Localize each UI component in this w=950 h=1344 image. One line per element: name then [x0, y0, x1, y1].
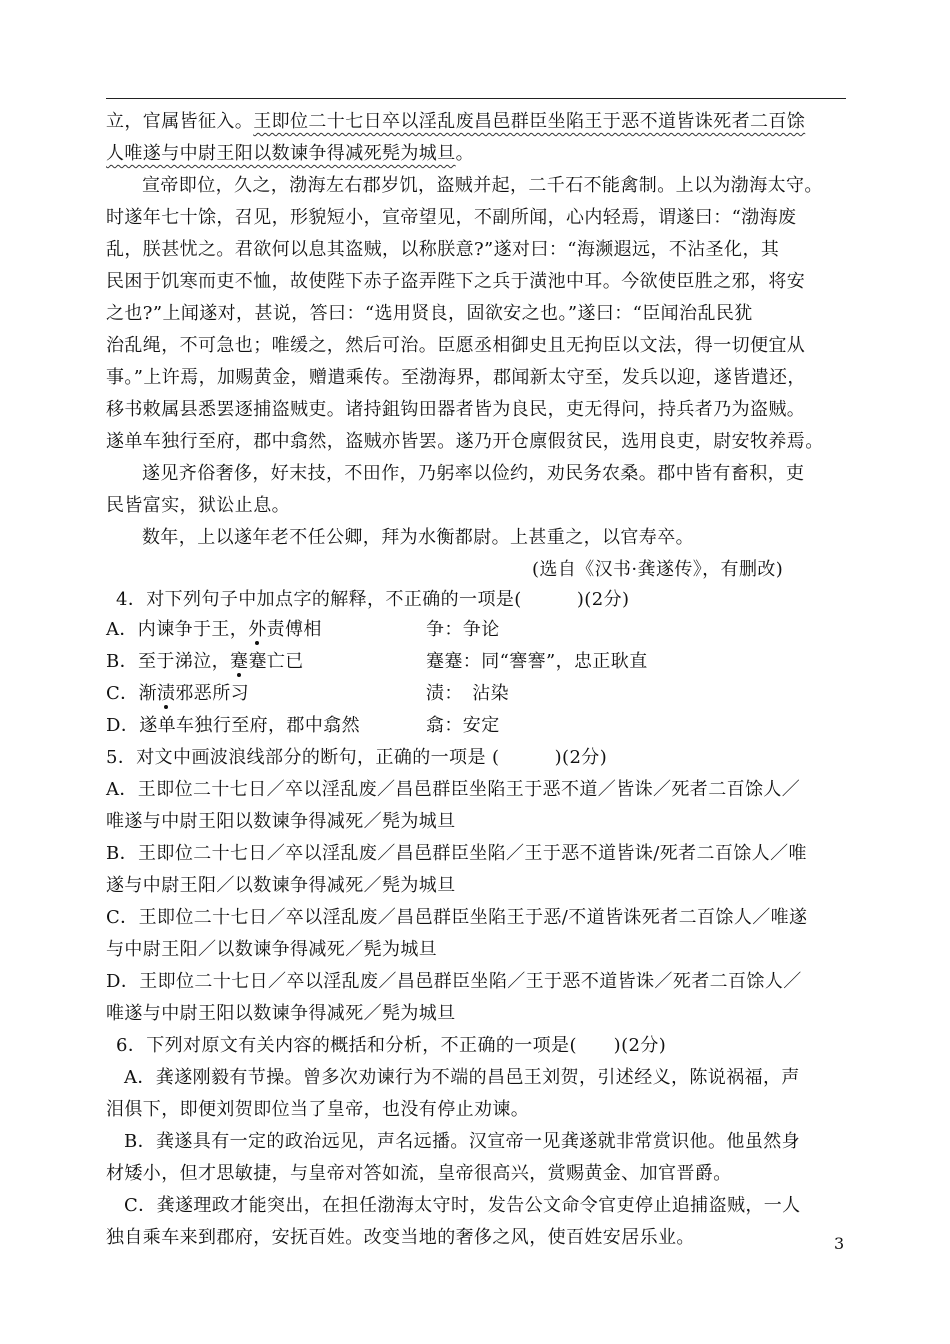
passage-p4-line: 数年，上以遂年老不任公卿，拜为水衡都尉。上甚重之，以官寿卒。 [142, 527, 694, 548]
option-text: C．渐 [106, 683, 157, 704]
q6-option-line: B．龚遂具有一定的政治远见，声名远播。汉宣帝一见龚遂就非常赏识他。他虽然身 [124, 1131, 801, 1152]
passage-p2-line: 时遂年七十馀，召见，形貌短小，宣帝望见，不副所闻，心内轻焉，谓遂曰：“渤海废 [106, 207, 797, 228]
question-4-stem: 4．对下列句子中加点字的解释，不正确的一项是( )(2分) [116, 589, 630, 610]
question-5-stem: 5．对文中画波浪线部分的断句，正确的一项是 ( )(2分) [106, 747, 608, 768]
passage-p2-line: 事。”上许焉，加赐黄金，赠遣乘传。至渤海界，郡闻新太守至，发兵以迎，遂皆遣还， [106, 367, 806, 388]
wavy-underlined-text: 人唯遂与中尉王阳以数谏争得减死髡为城旦 [106, 143, 456, 164]
option-text: 蹇亡已 [248, 651, 304, 672]
option-text: B．至于涕泣， [106, 651, 231, 672]
emphasis-dot-char: 外 [248, 619, 267, 640]
q4-gloss-a: 争：争论 [426, 619, 500, 640]
passage-p2-line: 之也?”上闻遂对，甚说，答曰：“选用贤良，固欲安之也。”遂曰：“臣闻治乱民犹 [106, 303, 753, 324]
q6-option-line: 材矮小，但才思敏捷，与皇帝对答如流，皇帝很高兴，赏赐黄金、加官晋爵。 [106, 1163, 732, 1184]
header-rule [106, 98, 846, 99]
q5-option-line: 唯遂与中尉王阳以数谏争得减死／髡为城旦 [106, 811, 456, 832]
passage-line-1 [106, 110, 805, 134]
passage-p2-line: 宣帝即位，久之，渤海左右郡岁饥，盗贼并起，二千石不能禽制。上以为渤海太守。 [142, 175, 823, 196]
q4-gloss-d: 翕：安定 [426, 715, 500, 736]
emphasis-dot-char: 渍 [156, 683, 176, 704]
q5-option-line: D．王即位二十七日／卒以淫乱废／昌邑群臣坐陷／王于恶不道皆诛／死者二百馀人／ [106, 971, 802, 992]
passage-line-2 [106, 142, 474, 166]
q5-option-line: 与中尉王阳／以数谏争得减死／髡为城旦 [106, 939, 438, 960]
passage-text: 。 [455, 143, 475, 164]
q4-option-c [106, 682, 249, 706]
passage-text: 立，官属皆征入。 [106, 111, 254, 132]
wavy-underlined-text: 王即位二十七日卒以淫乱废昌邑群臣坐陷王于恶不道皆诛死者二百馀 [253, 111, 806, 132]
q4-option-d: D．遂单车独行至府，郡中翕然 [106, 715, 361, 736]
passage-p2-line: 遂单车独行至府，郡中翕然，盗贼亦皆罢。遂乃开仓廪假贫民，选用良吏，尉安牧养焉。 [106, 431, 824, 452]
passage-p2-line: 移书敕属县悉罢逐捕盗贼吏。诸持鉏钩田器者皆为良民，吏无得问，持兵者乃为盗贼。 [106, 399, 806, 420]
question-6-stem: 6．下列对原文有关内容的概括和分析，不正确的一项是( )(2分) [116, 1035, 667, 1056]
q5-option-line: 唯遂与中尉王阳以数谏争得减死／髡为城旦 [106, 1003, 456, 1024]
option-text: A．内谏争于王， [106, 619, 249, 640]
page-number: 3 [834, 1234, 845, 1253]
passage-p2-line: 民困于饥寒而吏不恤，故使陛下赤子盗弄陛下之兵于潢池中耳。今欲使臣胜之邪，将安 [106, 271, 806, 292]
passage-p3-line: 民皆富实，狱讼止息。 [106, 495, 290, 516]
source-citation: (选自《汉书·龚遂传》，有删改) [532, 559, 784, 580]
q4-option-a [106, 618, 322, 642]
q6-option-line: A．龚遂刚毅有节操。曾多次劝谏行为不端的昌邑王刘贺，引述经义，陈说祸福，声 [124, 1067, 800, 1088]
emphasis-dot-char: 蹇 [230, 651, 249, 672]
option-text: 邪恶所习 [175, 683, 249, 704]
q6-option-line: C．龚遂理政才能突出，在担任渤海太守时，发告公文命令官吏停止追捕盗贼，一人 [124, 1195, 801, 1216]
q5-option-line: C．王即位二十七日／卒以淫乱废／昌邑群臣坐陷王于恶/不道皆诛死者二百馀人／唯遂 [106, 907, 808, 928]
q4-gloss-b: 蹇蹇：同“謇謇”，忠正耿直 [426, 651, 648, 672]
q4-option-b [106, 650, 304, 674]
q5-option-line: B．王即位二十七日／卒以淫乱废／昌邑群臣坐陷／王于恶不道皆诛/死者二百馀人／唯 [106, 843, 807, 864]
q5-option-line: 遂与中尉王阳／以数谏争得减死／髡为城旦 [106, 875, 456, 896]
q6-option-line: 独自乘车来到郡府，安抚百姓。改变当地的奢侈之风，使百姓安居乐业。 [106, 1227, 695, 1248]
passage-p2-line: 治乱绳，不可急也；唯缓之，然后可治。臣愿丞相御史且无拘臣以文法，得一切便宜从 [106, 335, 806, 356]
passage-p3-line: 遂见齐俗奢侈，好末技，不田作，乃躬率以俭约，劝民务农桑。郡中皆有畜积，吏 [142, 463, 805, 484]
q6-option-line: 泪俱下，即便刘贺即位当了皇帝，也没有停止劝谏。 [106, 1099, 530, 1120]
q4-gloss-c: 渍： 沾染 [426, 683, 509, 704]
passage-p2-line: 乱，朕甚忧之。君欲何以息其盗贼，以称朕意?”遂对曰：“海濒遐远，不沾圣化，其 [106, 239, 780, 260]
q5-option-line: A．王即位二十七日／卒以淫乱废／昌邑群臣坐陷王于恶不道／皆诛／死者二百馀人／ [106, 779, 801, 800]
option-text: 责傅相 [266, 619, 322, 640]
